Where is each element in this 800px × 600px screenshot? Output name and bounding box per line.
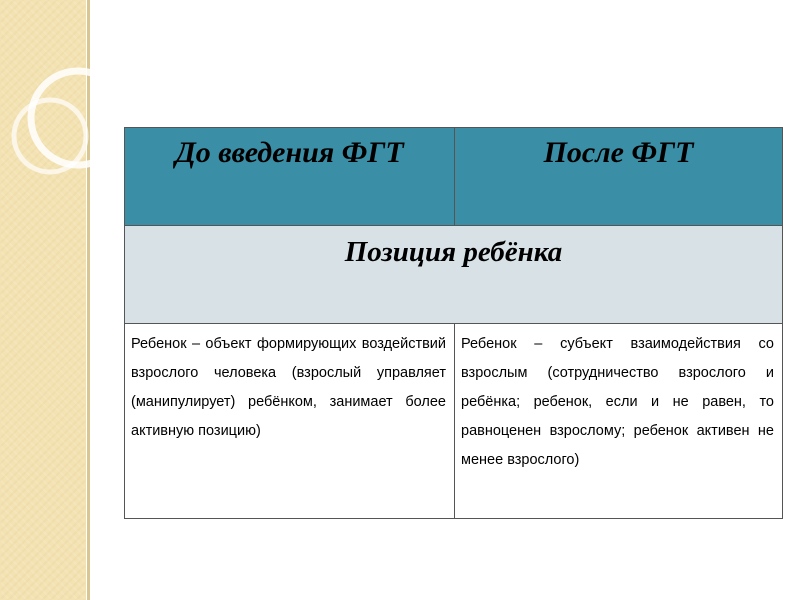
header-cell-after: [455, 128, 783, 226]
section-title: Позиция ребёнка: [344, 236, 563, 268]
header-after-label: После ФГТ: [543, 136, 694, 169]
cell-before: [125, 324, 455, 519]
section-title-cell: [125, 226, 783, 324]
comparison-table: [124, 127, 783, 519]
cell-after-text: Ребенок – субъект взаимодействия со взрослым (сотрудничество взрослого и ребёнка; ребенок, если и не равен, то равноценен взрослому; ребенок активен не менее взрослого): [461, 336, 774, 468]
cell-after: [455, 324, 783, 519]
header-cell-before: [125, 128, 455, 226]
section-title-row: [125, 226, 783, 324]
header-before-label: До введения ФГТ: [175, 136, 404, 169]
cell-before-text: Ребенок – объект формирующих воздействий взрослого человека (взрослый управляет (манипулирует) ребёнком, занимает более активную позицию): [131, 336, 446, 439]
table-row: [125, 324, 783, 519]
table-header-row: [125, 128, 783, 226]
